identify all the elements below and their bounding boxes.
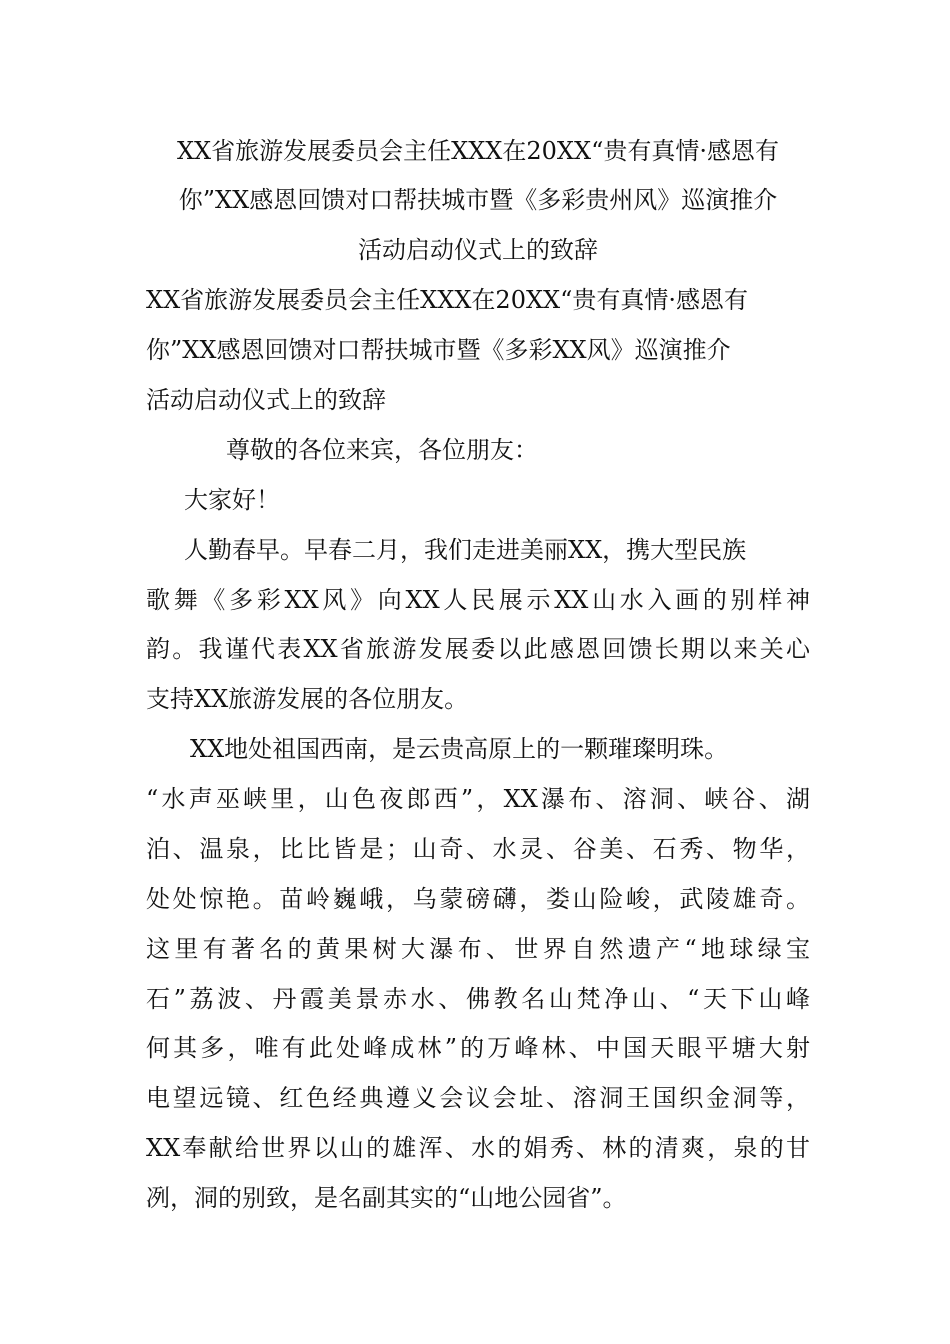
title-line-2: 你”XX感恩回馈对口帮扶城市暨《多彩贵州风》巡演推介 xyxy=(178,186,778,214)
title-line-1: XX省旅游发展委员会主任XXX在20XX“贵有真情·感恩有 xyxy=(176,137,780,165)
paragraph2-line-8: 电望远镜、红色经典遵义会议会址、溶洞王国织金洞等， xyxy=(146,1084,810,1112)
paragraph1-line-2: 歌舞《多彩XX风》向XX人民展示XX山水入画的别样神 xyxy=(146,586,810,614)
paragraph2-line-7: 何其多，唯有此处峰成林”的万峰林、中国天眼平塘大射 xyxy=(146,1034,810,1062)
salutation: 尊敬的各位来宾，各位朋友： xyxy=(226,436,538,464)
title-line-3: 活动启动仪式上的致辞 xyxy=(358,236,598,264)
subtitle-line-3: 活动启动仪式上的致辞 xyxy=(146,386,386,414)
subtitle-line-2: 你”XX感恩回馈对口帮扶城市暨《多彩XX风》巡演推介 xyxy=(146,336,731,364)
subtitle-line-1: XX省旅游发展委员会主任XXX在20XX“贵有真情·感恩有 xyxy=(146,286,749,314)
paragraph2-line-5: 这里有著名的黄果树大瀑布、世界自然遗产“地球绿宝 xyxy=(146,935,810,963)
paragraph1-line-4: 支持XX旅游发展的各位朋友。 xyxy=(146,685,469,713)
greeting: 大家好！ xyxy=(184,486,280,514)
paragraph2-line-2: “水声巫峡里，山色夜郎西”，XX瀑布、溶洞、峡谷、湖 xyxy=(146,785,810,813)
paragraph1-line-1: 人勤春早。早春二月，我们走进美丽XX，携大型民族 xyxy=(184,536,747,564)
paragraph2-line-4: 处处惊艳。苗岭巍峨，乌蒙磅礴，娄山险峻，武陵雄奇。 xyxy=(146,885,810,913)
paragraph2-line-3: 泊、温泉，比比皆是；山奇、水灵、谷美、石秀、物华， xyxy=(146,835,810,863)
paragraph2-line-10: 冽，洞的别致，是名副其实的“山地公园省”。 xyxy=(146,1184,627,1212)
paragraph2-line-6: 石”荔波、丹霞美景赤水、佛教名山梵净山、“天下山峰 xyxy=(146,985,810,1013)
paragraph2-line-9: XX奉献给世界以山的雄浑、水的娟秀、林的清爽，泉的甘 xyxy=(146,1134,810,1162)
paragraph1-line-3: 韵。我谨代表XX省旅游发展委以此感恩回馈长期以来关心 xyxy=(146,635,810,663)
paragraph2-line-1: XX地处祖国西南，是云贵高原上的一颗璀璨明珠。 xyxy=(190,735,729,763)
